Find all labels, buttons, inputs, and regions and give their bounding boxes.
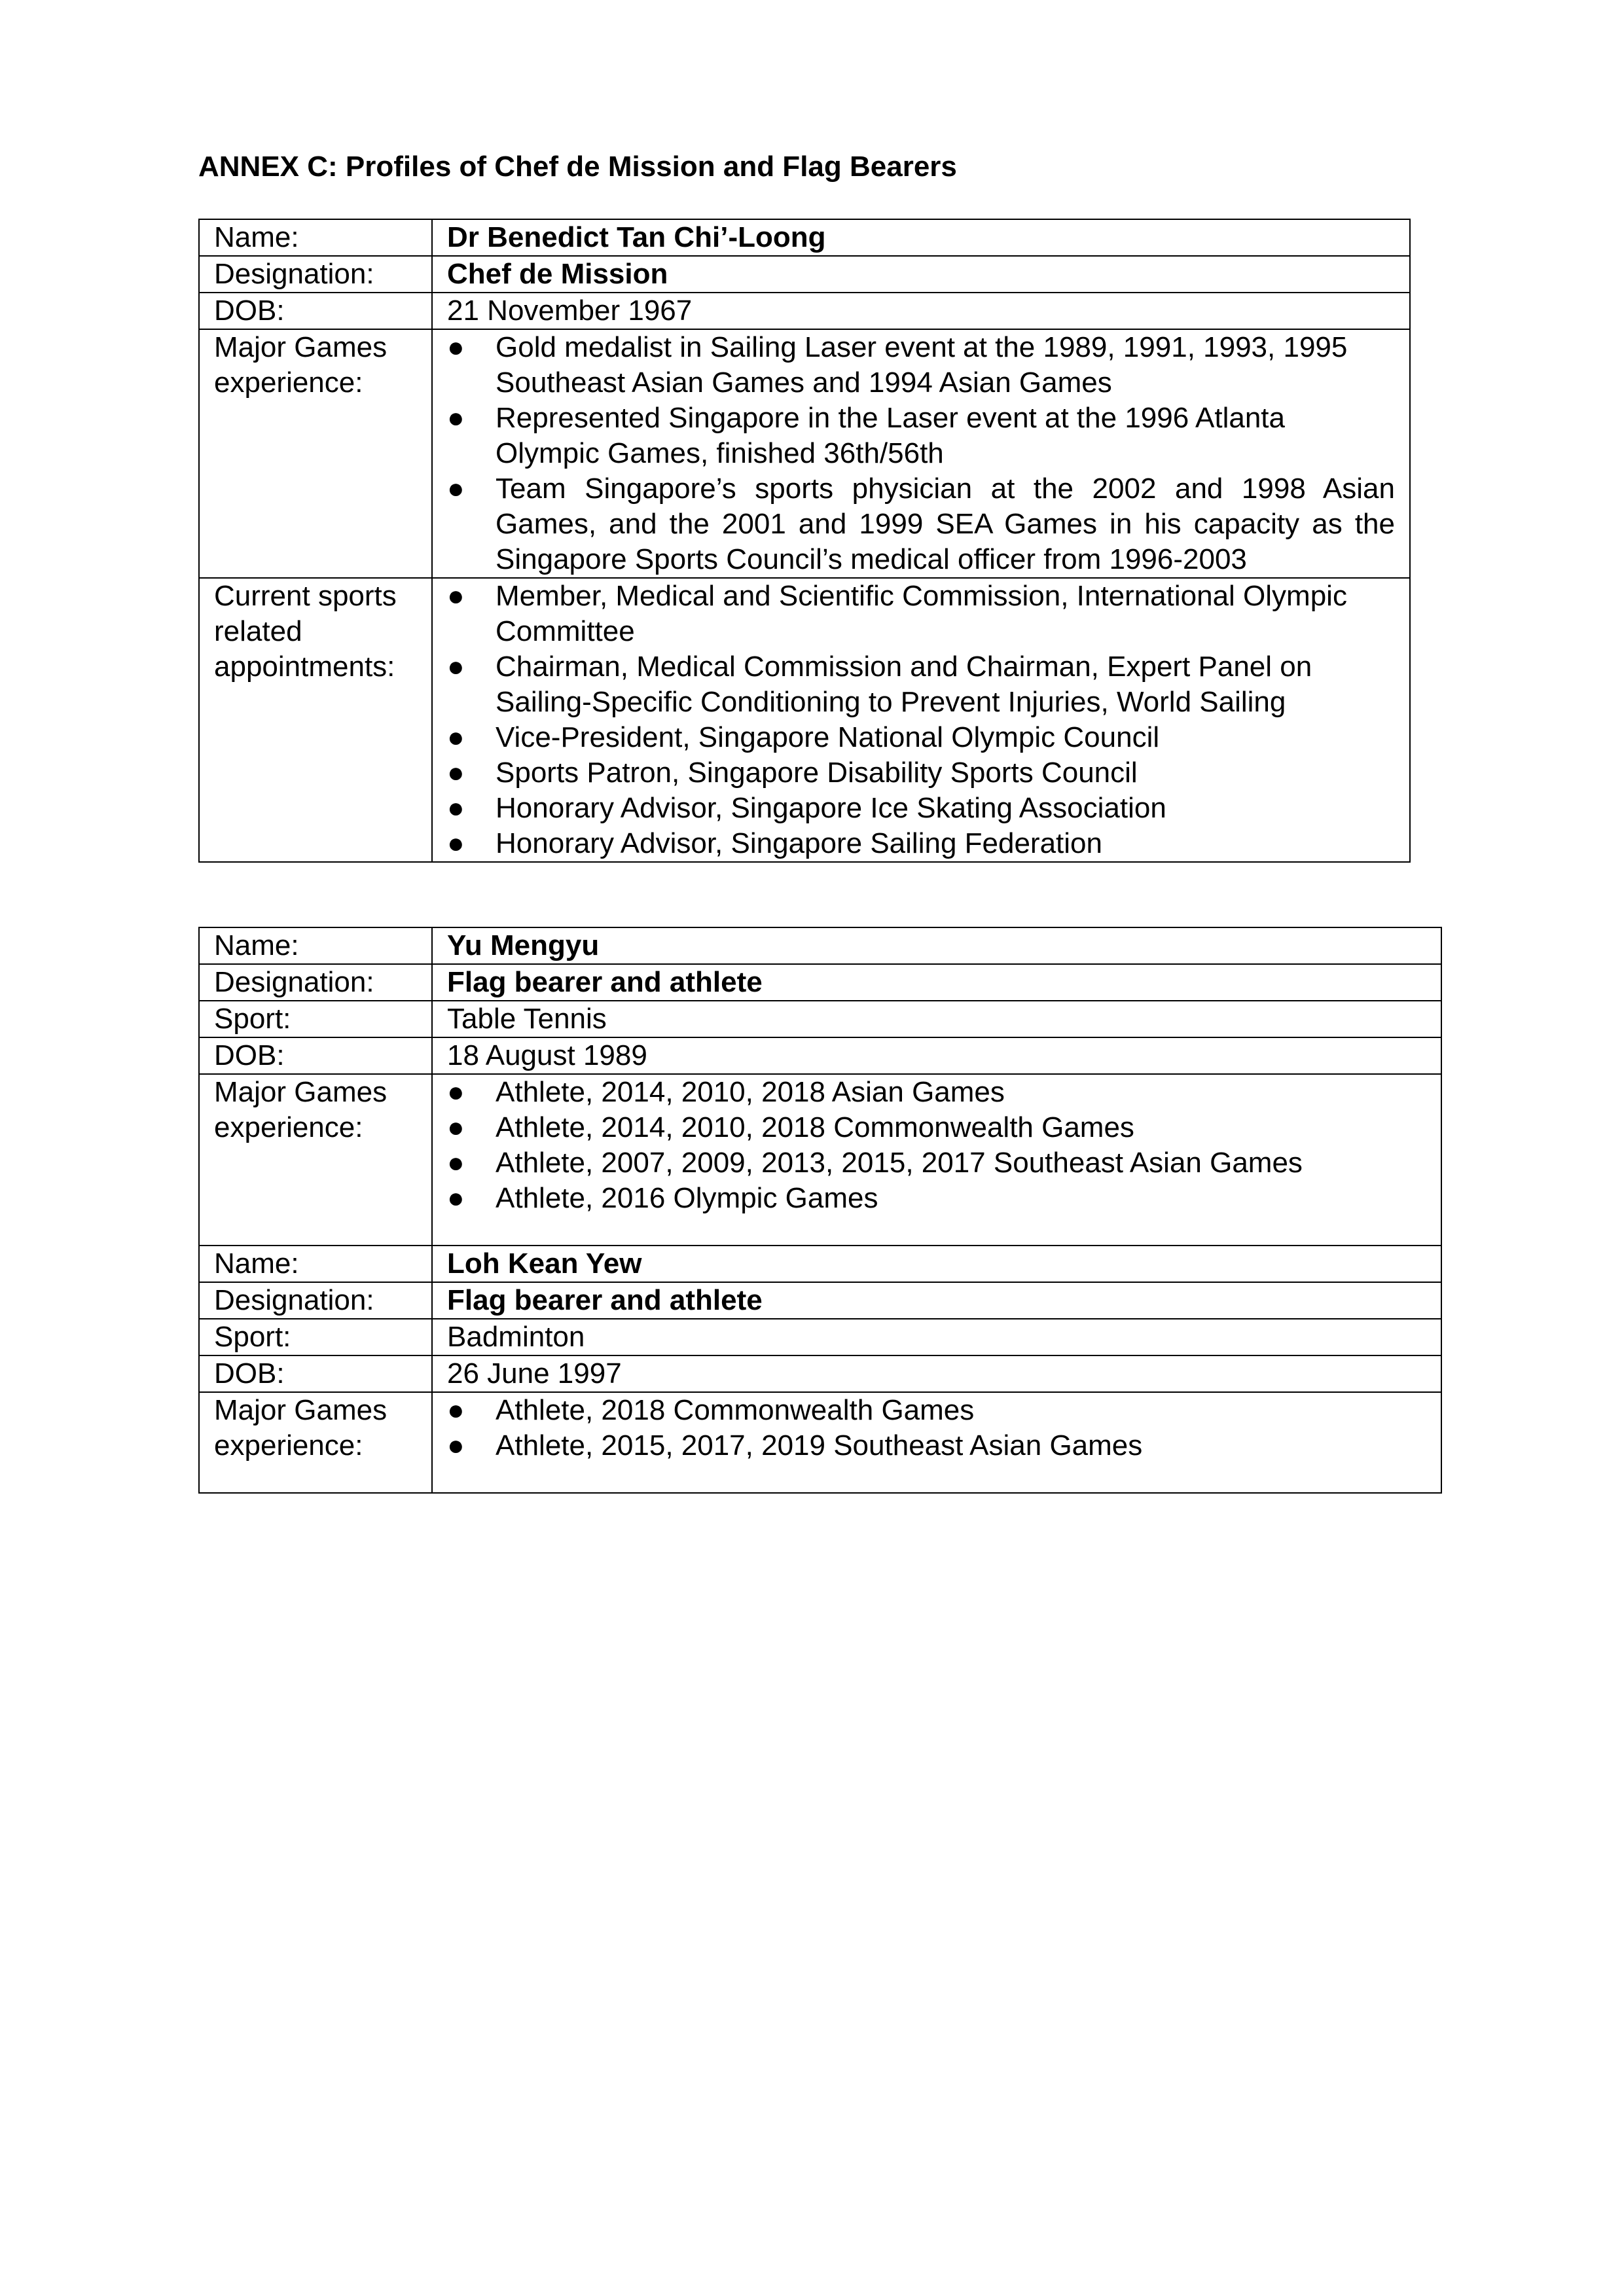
bullet-icon: ● (447, 827, 465, 859)
dob-label: DOB: (199, 1355, 432, 1392)
list-item (447, 1393, 1426, 1428)
bearer-dob: 18 August 1989 (432, 1037, 1441, 1074)
list-item-text: Gold medalist in Sailing Laser event at the 1989, 1991, 1993, 1995 Southeast Asian Games and 1994 Asian Games (496, 331, 1348, 399)
bullet-icon: ● (447, 402, 465, 434)
bullet-icon: ● (447, 1394, 465, 1426)
dob-label: DOB: (199, 1037, 432, 1074)
list-item-text: Member, Medical and Scientific Commission, International Olympic Committee (496, 580, 1347, 647)
bearer-sport: Table Tennis (432, 1001, 1441, 1037)
list-item (447, 1075, 1426, 1110)
list-item (447, 1110, 1426, 1145)
list-item-text: Vice-President, Singapore National Olympic Council (496, 721, 1160, 753)
bearer-designation: Flag bearer and athlete (432, 964, 1441, 1001)
chef-dob: 21 November 1967 (432, 293, 1410, 329)
designation-label: Designation: (199, 964, 432, 1001)
list-item (447, 1428, 1426, 1463)
bullet-icon: ● (447, 792, 465, 824)
bearer-experience-cell (432, 1392, 1441, 1493)
appointments-label: Current sports related appointments: (199, 578, 432, 862)
bearer-sport: Badminton (432, 1319, 1441, 1355)
bullet-icon: ● (447, 331, 465, 363)
list-item (447, 471, 1395, 577)
list-item (447, 826, 1395, 861)
bullet-icon: ● (447, 473, 465, 505)
chef-de-mission-table (198, 219, 1411, 863)
bearer-name: Yu Mengyu (432, 927, 1441, 964)
experience-label: Major Games experience: (199, 1392, 432, 1493)
bullet-icon: ● (447, 651, 465, 683)
experience-list (447, 330, 1395, 577)
flag-bearers-table (198, 927, 1442, 1494)
list-item-text: Represented Singapore in the Laser event at the 1996 Atlanta Olympic Games, finished 36th/56th (496, 402, 1285, 469)
list-item (447, 330, 1395, 401)
list-item-text: Athlete, 2015, 2017, 2019 Southeast Asian Games (496, 1429, 1143, 1462)
chef-designation: Chef de Mission (432, 256, 1410, 293)
bullet-icon: ● (447, 1111, 465, 1143)
experience-list (447, 1393, 1426, 1463)
bearer-name: Loh Kean Yew (432, 1246, 1441, 1282)
table-row (199, 1319, 1441, 1355)
designation-label: Designation: (199, 256, 432, 293)
list-item-text: Honorary Advisor, Singapore Sailing Federation (496, 827, 1102, 859)
bullet-icon: ● (447, 1182, 465, 1214)
dob-label: DOB: (199, 293, 432, 329)
table-row (199, 927, 1441, 964)
list-item (447, 579, 1395, 649)
table-row (199, 1001, 1441, 1037)
list-item (447, 1181, 1426, 1216)
bullet-icon: ● (447, 1076, 465, 1108)
name-label: Name: (199, 927, 432, 964)
list-item-text: Sports Patron, Singapore Disability Sports Council (496, 757, 1138, 789)
list-item (447, 1145, 1426, 1181)
table-row (199, 578, 1410, 862)
list-item (447, 720, 1395, 755)
table-row (199, 1355, 1441, 1392)
list-item-text: Athlete, 2016 Olympic Games (496, 1182, 878, 1214)
bullet-icon: ● (447, 1147, 465, 1179)
name-label: Name: (199, 219, 432, 256)
bullet-icon: ● (447, 721, 465, 753)
list-item-text: Athlete, 2014, 2010, 2018 Asian Games (496, 1076, 1005, 1108)
bearer-dob: 26 June 1997 (432, 1355, 1441, 1392)
table-row (199, 219, 1410, 256)
bullet-icon: ● (447, 1429, 465, 1462)
list-item (447, 755, 1395, 791)
experience-label: Major Games experience: (199, 329, 432, 578)
bearer-designation: Flag bearer and athlete (432, 1282, 1441, 1319)
table-row (199, 329, 1410, 578)
list-item (447, 649, 1395, 720)
sport-label: Sport: (199, 1319, 432, 1355)
list-item-text: Honorary Advisor, Singapore Ice Skating Association (496, 792, 1166, 824)
list-item-text: Athlete, 2014, 2010, 2018 Commonwealth Games (496, 1111, 1134, 1143)
list-item (447, 401, 1395, 471)
bullet-icon: ● (447, 757, 465, 789)
list-item (447, 791, 1395, 826)
chef-experience-cell (432, 329, 1410, 578)
list-item-text: Chairman, Medical Commission and Chairman, Expert Panel on Sailing-Specific Conditioning to Prevent Injuries, World Sailing (496, 651, 1312, 718)
name-label: Name: (199, 1246, 432, 1282)
list-item-text: Athlete, 2007, 2009, 2013, 2015, 2017 Southeast Asian Games (496, 1147, 1303, 1179)
appointments-list (447, 579, 1395, 861)
table-row (199, 1074, 1441, 1246)
bullet-icon: ● (447, 580, 465, 612)
annex-heading: ANNEX C: Profiles of Chef de Mission and Flag Bearers (198, 151, 957, 183)
list-item-text: Team Singapore’s sports physician at the 2002 and 1998 Asian Games, and the 2001 and 1999 SEA Games in his capacity as the Singapore Sports Council’s medical officer from 1996-2003 (496, 473, 1395, 575)
chef-name: Dr Benedict Tan Chi’-Loong (432, 219, 1410, 256)
table-row (199, 1282, 1441, 1319)
table-row (199, 293, 1410, 329)
designation-label: Designation: (199, 1282, 432, 1319)
experience-label: Major Games experience: (199, 1074, 432, 1246)
table-row (199, 256, 1410, 293)
table-row (199, 964, 1441, 1001)
bearer-experience-cell (432, 1074, 1441, 1246)
experience-list (447, 1075, 1426, 1216)
table-row (199, 1392, 1441, 1493)
list-item-text: Athlete, 2018 Commonwealth Games (496, 1394, 975, 1426)
sport-label: Sport: (199, 1001, 432, 1037)
chef-appointments-cell (432, 578, 1410, 862)
table-row (199, 1246, 1441, 1282)
table-row (199, 1037, 1441, 1074)
